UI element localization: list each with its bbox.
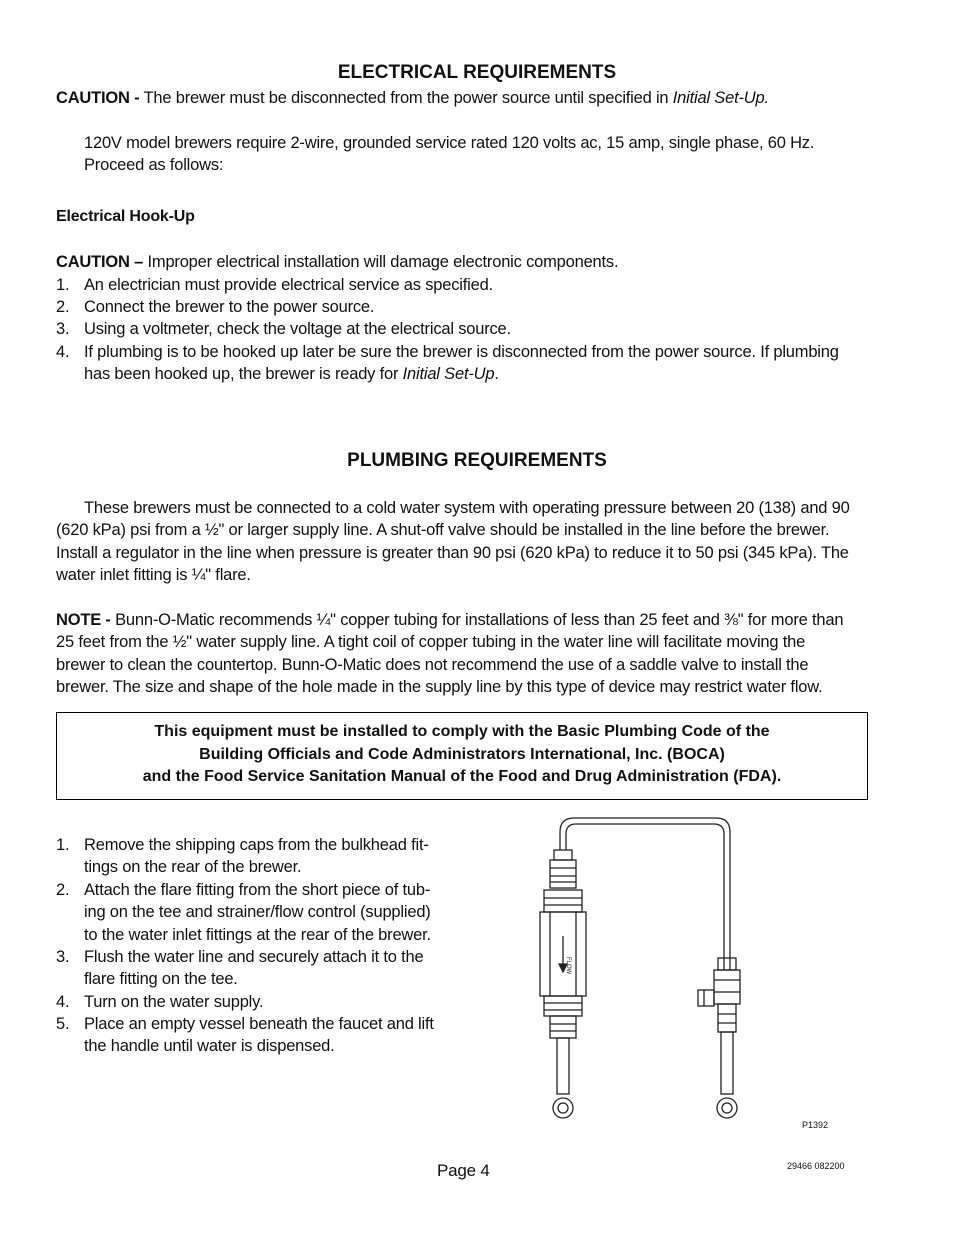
- plumbing-para-line: water inlet fitting is ¼" flare.: [56, 566, 251, 584]
- plumbing-para-line: Install a regulator in the line when pressure is greater than 90 psi (620 kPa) to reduce it to 50 psi (345 kPa). The: [56, 544, 849, 562]
- caution-text: The brewer must be disconnected from the power source until specified in: [139, 89, 673, 107]
- tee-body: [714, 970, 740, 1004]
- list-number: 4.: [56, 343, 70, 361]
- document-code: 29466 082200: [787, 1161, 845, 1171]
- tubing-loop-inner: [566, 824, 724, 970]
- list-text: Using a voltmeter, check the voltage at the electrical source.: [84, 320, 511, 338]
- compliance-line: Building Officials and Code Administrators International, Inc. (BOCA): [199, 745, 725, 763]
- note-line: brewer. The size and shape of the hole made in the supply line by this type of device may restrict water flow.: [56, 678, 823, 696]
- compliance-box: [56, 712, 868, 800]
- strainer-cap-top: [544, 890, 582, 912]
- plumbing-para-line: (620 kPa) psi from a ½" or larger supply line. A shut-off valve should be installed in the line before the brewer.: [56, 521, 830, 539]
- list-text-part: has been hooked up, the brewer is ready for: [84, 365, 403, 383]
- strainer-tee-diagram: [530, 810, 770, 1130]
- flare-ring-left: [553, 1098, 573, 1118]
- plumbing-title: PLUMBING REQUIREMENTS: [347, 450, 607, 471]
- list-text: the handle until water is dispensed.: [84, 1037, 335, 1055]
- tee-nut-bottom: [718, 1004, 736, 1032]
- caution-label: CAUTION -: [56, 89, 140, 107]
- tee-nut-top: [718, 958, 736, 970]
- note-text: Bunn-O-Matic recommends ¼" copper tubing for installations of less than 25 feet and ⅜" for more than: [110, 611, 844, 629]
- list-item: [56, 341, 876, 386]
- list-number: 1.: [56, 836, 70, 854]
- list-number: 4.: [56, 993, 70, 1011]
- list-number: 5.: [56, 1015, 70, 1033]
- list-item: [56, 946, 446, 991]
- list-text: tings on the rear of the brewer.: [84, 858, 302, 876]
- electrical-title: ELECTRICAL REQUIREMENTS: [337, 62, 617, 83]
- figure-label: P1392: [802, 1120, 829, 1130]
- list-number: 2.: [56, 881, 70, 899]
- compliance-line: This equipment must be installed to comply with the Basic Plumbing Code of the: [154, 723, 770, 740]
- list-text: Turn on the water supply.: [84, 993, 264, 1011]
- caution-italic: Initial Set-Up.: [672, 89, 769, 107]
- hex-nut-bottom: [550, 1016, 576, 1038]
- list-text-line2: [84, 363, 499, 386]
- list-number: 3.: [56, 320, 70, 338]
- hookup-caution-label: CAUTION –: [56, 253, 144, 271]
- list-text: Flush the water line and securely attach it to the: [84, 948, 424, 966]
- hex-nut-top: [550, 860, 576, 888]
- flare-nut-top: [554, 850, 572, 860]
- list-item: [56, 1013, 446, 1058]
- list-number: 1.: [56, 276, 70, 294]
- list-item: [56, 991, 446, 1013]
- list-text: Remove the shipping caps from the bulkhead fit-: [84, 836, 429, 854]
- list-item: [56, 879, 446, 947]
- compliance-line: and the Food Service Sanitation Manual of the Food and Drug Administration (FDA).: [142, 768, 782, 785]
- list-text: Place an empty vessel beneath the faucet and lift: [84, 1015, 434, 1033]
- electrical-caution: [56, 87, 769, 110]
- list-text: Connect the brewer to the power source.: [84, 298, 375, 316]
- list-text: ing on the tee and strainer/flow control (supplied): [84, 903, 431, 921]
- hookup-caution-text: Improper electrical installation will damage electronic components.: [143, 253, 619, 271]
- list-number: 2.: [56, 298, 70, 316]
- service-line-1: 120V model brewers require 2-wire, grounded service rated 120 volts ac, 15 amp, single phase, 60 Hz.: [84, 134, 815, 152]
- note-line: brewer to clean the countertop. Bunn-O-Matic does not recommend the use of a saddle valve to install the: [56, 656, 809, 674]
- plumbing-para-line: These brewers must be connected to a cold water system with operating pressure between 20 (138) and 90: [84, 499, 850, 517]
- list-item: [56, 834, 446, 879]
- tee-side-outlet: [698, 990, 714, 1006]
- list-item: [56, 274, 876, 296]
- note-line: 25 feet from the ½" water supply line. A tight coil of copper tubing in the water line will facilitate moving the: [56, 633, 806, 651]
- strainer-cap-bottom: [544, 996, 582, 1016]
- note-line-1: [56, 609, 843, 632]
- tube-right: [721, 1032, 733, 1094]
- list-text: to the water inlet fittings at the rear of the brewer.: [84, 926, 431, 944]
- note-label: NOTE -: [56, 611, 111, 629]
- flow-label: FLOW: [565, 957, 571, 975]
- page-number: Page 4: [437, 1161, 490, 1180]
- list-text: An electrician must provide electrical service as specified.: [84, 276, 493, 294]
- service-line-2: Proceed as follows:: [84, 156, 224, 174]
- list-text-part: .: [494, 365, 499, 383]
- hookup-caution: [56, 251, 618, 274]
- list-text: flare fitting on the tee.: [84, 970, 238, 988]
- tube-left: [557, 1038, 569, 1094]
- list-item: [56, 296, 876, 318]
- flare-ring-right: [717, 1098, 737, 1118]
- hookup-title: Electrical Hook-Up: [56, 208, 195, 225]
- list-number: 3.: [56, 948, 70, 966]
- list-text: If plumbing is to be hooked up later be sure the brewer is disconnected from the power source. If plumbing: [84, 343, 839, 361]
- list-item: [56, 318, 876, 340]
- list-text-italic: Initial Set-Up: [402, 365, 495, 383]
- list-text: Attach the flare fitting from the short piece of tub-: [84, 881, 431, 899]
